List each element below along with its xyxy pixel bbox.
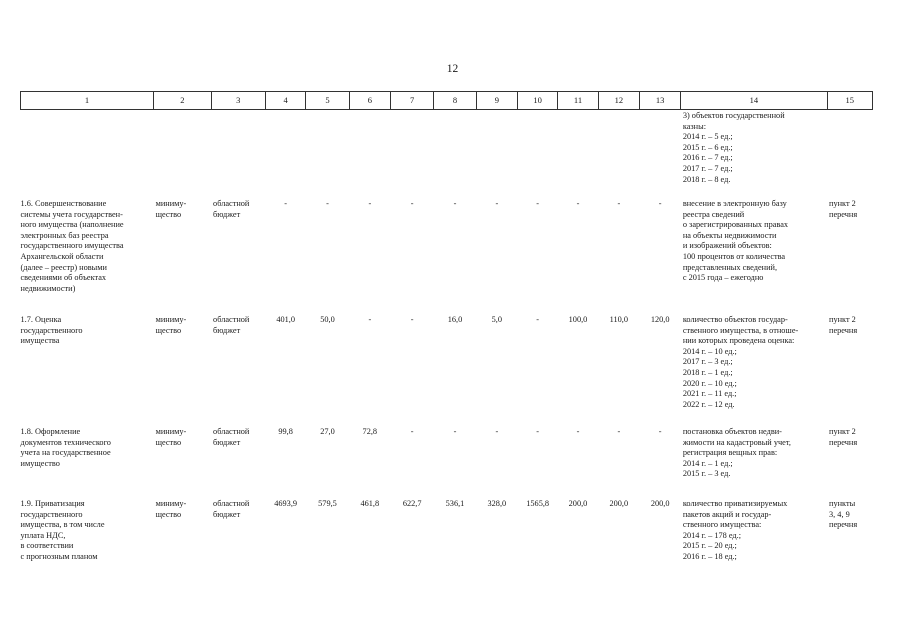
column-3-cell	[211, 315, 265, 427]
column-2-cell-line: щество	[155, 509, 182, 519]
table-row	[21, 315, 873, 427]
amount-cell: 72,8	[362, 427, 378, 436]
amount-cell	[265, 110, 305, 200]
header-cell: 9	[476, 92, 517, 110]
amount-cell: -	[536, 427, 540, 436]
header-cell: 3	[211, 92, 265, 110]
activity-name-cell-line: 1.6. Совершенствование	[20, 199, 107, 208]
column-14-cell-line: ственного имущества, в отноше-	[682, 325, 799, 335]
column-14-cell-line: пакетов акций и государ-	[682, 509, 772, 519]
column-14-cell-line: жимости на кадастровый учет,	[682, 437, 791, 447]
amount-cell	[518, 110, 558, 200]
column-3-cell-line: областной	[213, 199, 250, 208]
activity-name-cell	[21, 499, 154, 563]
column-14-cell-line: 2014 г. – 1 ед.;	[682, 458, 733, 468]
activity-name-cell-line: 1.8. Оформление	[20, 427, 81, 436]
header-cell: 12	[598, 92, 639, 110]
column-14-cell-line: 2017 г. – 7 ед.;	[682, 163, 733, 173]
column-14-cell-line: 2015 г. – 6 ед.;	[682, 142, 733, 152]
amount-cell	[390, 110, 433, 200]
column-14-cell-line: 3) объектов государственной	[682, 111, 785, 120]
column-3-cell	[211, 427, 265, 499]
column-15-cell	[827, 427, 873, 499]
column-15-cell-line: перечня	[829, 520, 858, 530]
column-14-cell-line: 2016 г. – 18 ед.;	[682, 551, 737, 561]
column-15-cell-line: пункт 2	[829, 315, 856, 324]
header-cell: 5	[306, 92, 349, 110]
amount-cell: 5,0	[491, 315, 503, 324]
amount-cell	[306, 110, 349, 200]
column-14-cell-line: и изображений объектов:	[682, 241, 772, 251]
column-14-cell-line: реестра сведений	[682, 209, 745, 219]
table-row	[21, 199, 873, 315]
column-2-cell	[154, 315, 211, 427]
amount-cell: -	[368, 199, 372, 208]
activity-name-cell-line: уплата НДС,	[20, 530, 66, 540]
activity-name-cell-line: системы учета государствен-	[20, 209, 123, 219]
amount-cell	[349, 110, 390, 200]
amount-cell: -	[536, 315, 540, 324]
activity-name-cell-line: ного имущества (наполнение	[20, 220, 124, 230]
column-14-cell	[681, 199, 827, 315]
column-15-cell-line: перечня	[829, 437, 858, 447]
column-14-cell-line: представленных сведений,	[682, 262, 778, 272]
amount-cell: 200,0	[568, 499, 588, 508]
header-cell: 6	[349, 92, 390, 110]
header-cell: 10	[518, 92, 558, 110]
amount-cell: -	[495, 199, 499, 208]
column-14-cell-line: с 2015 года – ежегодно	[682, 273, 764, 283]
amount-cell: -	[410, 427, 414, 436]
activity-name-cell-line: имущества, в том числе	[20, 520, 105, 530]
column-2-cell	[154, 199, 211, 315]
header-cell: 4	[265, 92, 305, 110]
amount-cell: 622,7	[402, 499, 422, 508]
column-14-cell-line: 2015 г. – 3 ед.	[682, 469, 731, 479]
column-14-cell-line: постановка объектов недви-	[682, 427, 782, 436]
amount-cell: 328,0	[487, 499, 507, 508]
activity-name-cell-line: 1.7. Оценка	[20, 315, 62, 324]
amount-cell: 401,0	[276, 315, 295, 324]
column-3-cell-line: бюджет	[213, 209, 241, 219]
activity-name-cell	[21, 110, 154, 200]
amount-cell: -	[617, 199, 621, 208]
column-14-cell-line: 2018 г. – 1 ед.;	[682, 367, 733, 377]
amount-cell: -	[536, 199, 540, 208]
header-cell: 14	[681, 92, 827, 110]
column-14-cell-line: внесение в электронную базу	[682, 199, 787, 208]
column-2-cell-line: миниму-	[155, 315, 187, 324]
amount-cell: 4693,9	[274, 499, 298, 508]
column-2-cell-line: миниму-	[155, 499, 187, 508]
amount-cell: -	[284, 199, 288, 208]
column-15-cell-line: пункты	[829, 499, 856, 508]
column-15-cell-line: перечня	[829, 209, 858, 219]
column-2-cell	[154, 427, 211, 499]
column-15-cell-line: пункт 2	[829, 199, 856, 208]
activity-name-cell-line: документов технического	[20, 437, 111, 447]
amount-cell: -	[326, 199, 329, 208]
activity-name-cell-line: сведениями об объектах	[20, 273, 107, 283]
amount-cell: -	[453, 427, 457, 436]
column-2-cell-line: миниму-	[155, 199, 187, 208]
column-15-cell	[827, 110, 873, 200]
amount-cell: 110,0	[609, 315, 628, 324]
column-14-cell-line: регистрация вещных прав:	[682, 448, 778, 458]
activity-name-cell-line: 1.9. Приватизация	[20, 499, 85, 508]
activity-name-cell-line: с прогнозным планом	[20, 551, 98, 561]
amount-cell: 1565,8	[526, 499, 550, 508]
amount-cell: 200,0	[650, 499, 670, 508]
column-2-cell-line: щество	[155, 437, 182, 447]
column-14-cell	[681, 499, 827, 563]
page-number: 12	[446, 63, 459, 75]
activity-name-cell-line: Архангельской области	[20, 251, 104, 261]
column-15-cell-line: пункт 2	[829, 427, 856, 436]
table-row	[21, 427, 873, 499]
header-cell: 8	[434, 92, 476, 110]
activity-name-cell-line: в соответствии	[20, 541, 74, 551]
amount-cell	[639, 110, 680, 200]
amount-cell: -	[495, 427, 499, 436]
column-14-cell-line: ственного имущества:	[682, 520, 762, 530]
column-14-cell-line: 2018 г. – 8 ед.	[682, 174, 731, 184]
column-14-cell-line: на объекты недвижимости	[682, 230, 777, 240]
amount-cell: 120,0	[650, 315, 670, 324]
column-3-cell-line: областной	[213, 315, 250, 324]
amount-cell	[558, 110, 598, 200]
column-14-cell-line: нии которых проведена оценка:	[682, 336, 795, 346]
table-row	[21, 110, 873, 200]
column-14-cell-line: 100 процентов от количества	[682, 251, 786, 261]
column-15-cell-line: 3, 4, 9	[829, 509, 850, 519]
header-cell: 7	[390, 92, 433, 110]
amount-cell: 50,0	[320, 315, 335, 324]
amount-cell: -	[658, 199, 662, 208]
amount-cell: 99,8	[278, 427, 293, 436]
column-3-cell-line: областной	[213, 499, 250, 508]
column-2-cell	[154, 110, 211, 200]
amount-cell	[598, 110, 639, 200]
amount-cell: 536,1	[445, 499, 465, 508]
column-14-cell-line: 2017 г. – 3 ед.;	[682, 357, 733, 367]
amount-cell: 579,5	[318, 499, 337, 508]
activity-name-cell	[21, 427, 154, 499]
amount-cell: -	[617, 427, 621, 436]
amount-cell: 16,0	[447, 315, 463, 324]
table-row	[21, 499, 873, 563]
activity-name-cell-line: имущество	[20, 458, 60, 468]
column-2-cell	[154, 499, 211, 563]
header-cell: 11	[558, 92, 598, 110]
amount-cell: 461,8	[360, 499, 380, 508]
activity-name-cell-line: государственного	[20, 325, 83, 335]
column-3-cell	[211, 499, 265, 563]
column-3-cell-line: бюджет	[213, 325, 241, 335]
column-3-cell-line: бюджет	[213, 437, 241, 447]
header-cell: 15	[827, 92, 873, 110]
header-cell: 1	[21, 92, 154, 110]
header-row	[21, 92, 873, 110]
column-14-cell-line: о зарегистрированных правах	[682, 220, 789, 230]
column-2-cell-line: миниму-	[155, 427, 187, 436]
column-14-cell	[681, 427, 827, 499]
amount-cell: -	[368, 315, 372, 324]
activity-name-cell-line: имущества	[20, 336, 60, 346]
column-2-cell-line: щество	[155, 209, 182, 219]
amount-cell: -	[410, 315, 414, 324]
amount-cell: 27,0	[320, 427, 335, 436]
column-14-cell-line: 2014 г. – 10 ед.;	[682, 346, 737, 356]
amount-cell: -	[453, 199, 457, 208]
amount-cell: -	[576, 199, 580, 208]
column-14-cell-line: 2020 г. – 10 ед.;	[682, 378, 737, 388]
amount-cell: 200,0	[609, 499, 629, 508]
amount-cell	[476, 110, 517, 200]
header-cell: 2	[154, 92, 211, 110]
amount-cell	[434, 110, 476, 200]
column-3-cell	[211, 110, 265, 200]
header-cell: 13	[639, 92, 680, 110]
amount-cell: -	[658, 427, 662, 436]
column-15-cell	[827, 199, 873, 315]
column-14-cell-line: 2022 г. – 12 ед.	[682, 399, 735, 409]
column-14-cell-line: 2014 г. – 5 ед.;	[682, 132, 733, 142]
amount-cell: -	[410, 199, 414, 208]
column-3-cell	[211, 199, 265, 315]
column-14-cell-line: количество приватизируемых	[682, 499, 788, 508]
column-2-cell-line: щество	[155, 325, 182, 335]
amount-cell: -	[576, 427, 580, 436]
column-14-cell-line: 2014 г. – 178 ед.;	[682, 530, 742, 540]
program-table	[20, 91, 873, 563]
column-14-cell	[681, 110, 827, 200]
activity-name-cell-line: государственного имущества	[20, 241, 124, 251]
column-14-cell-line: количество объектов государ-	[682, 315, 788, 324]
activity-name-cell	[21, 199, 154, 315]
activity-name-cell	[21, 315, 154, 427]
column-14-cell-line: 2016 г. – 7 ед.;	[682, 153, 733, 163]
activity-name-cell-line: государственного	[20, 509, 83, 519]
column-14-cell-line: 2015 г. – 20 ед.;	[682, 541, 737, 551]
amount-cell: 100,0	[568, 315, 588, 324]
column-15-cell-line: перечня	[829, 325, 858, 335]
activity-name-cell-line: недвижимости)	[20, 283, 76, 293]
activity-name-cell-line: электронных баз реестра	[20, 230, 109, 240]
column-14-cell-line: казны:	[682, 121, 706, 131]
column-14-cell	[681, 315, 827, 427]
column-15-cell	[827, 499, 873, 563]
activity-name-cell-line: учета на государственное	[20, 448, 111, 458]
column-3-cell-line: бюджет	[213, 509, 241, 519]
column-3-cell-line: областной	[213, 427, 250, 436]
activity-name-cell-line: (далее – реестр) новыми	[20, 262, 107, 272]
column-15-cell	[827, 315, 873, 427]
column-14-cell-line: 2021 г. – 11 ед.;	[682, 389, 737, 399]
